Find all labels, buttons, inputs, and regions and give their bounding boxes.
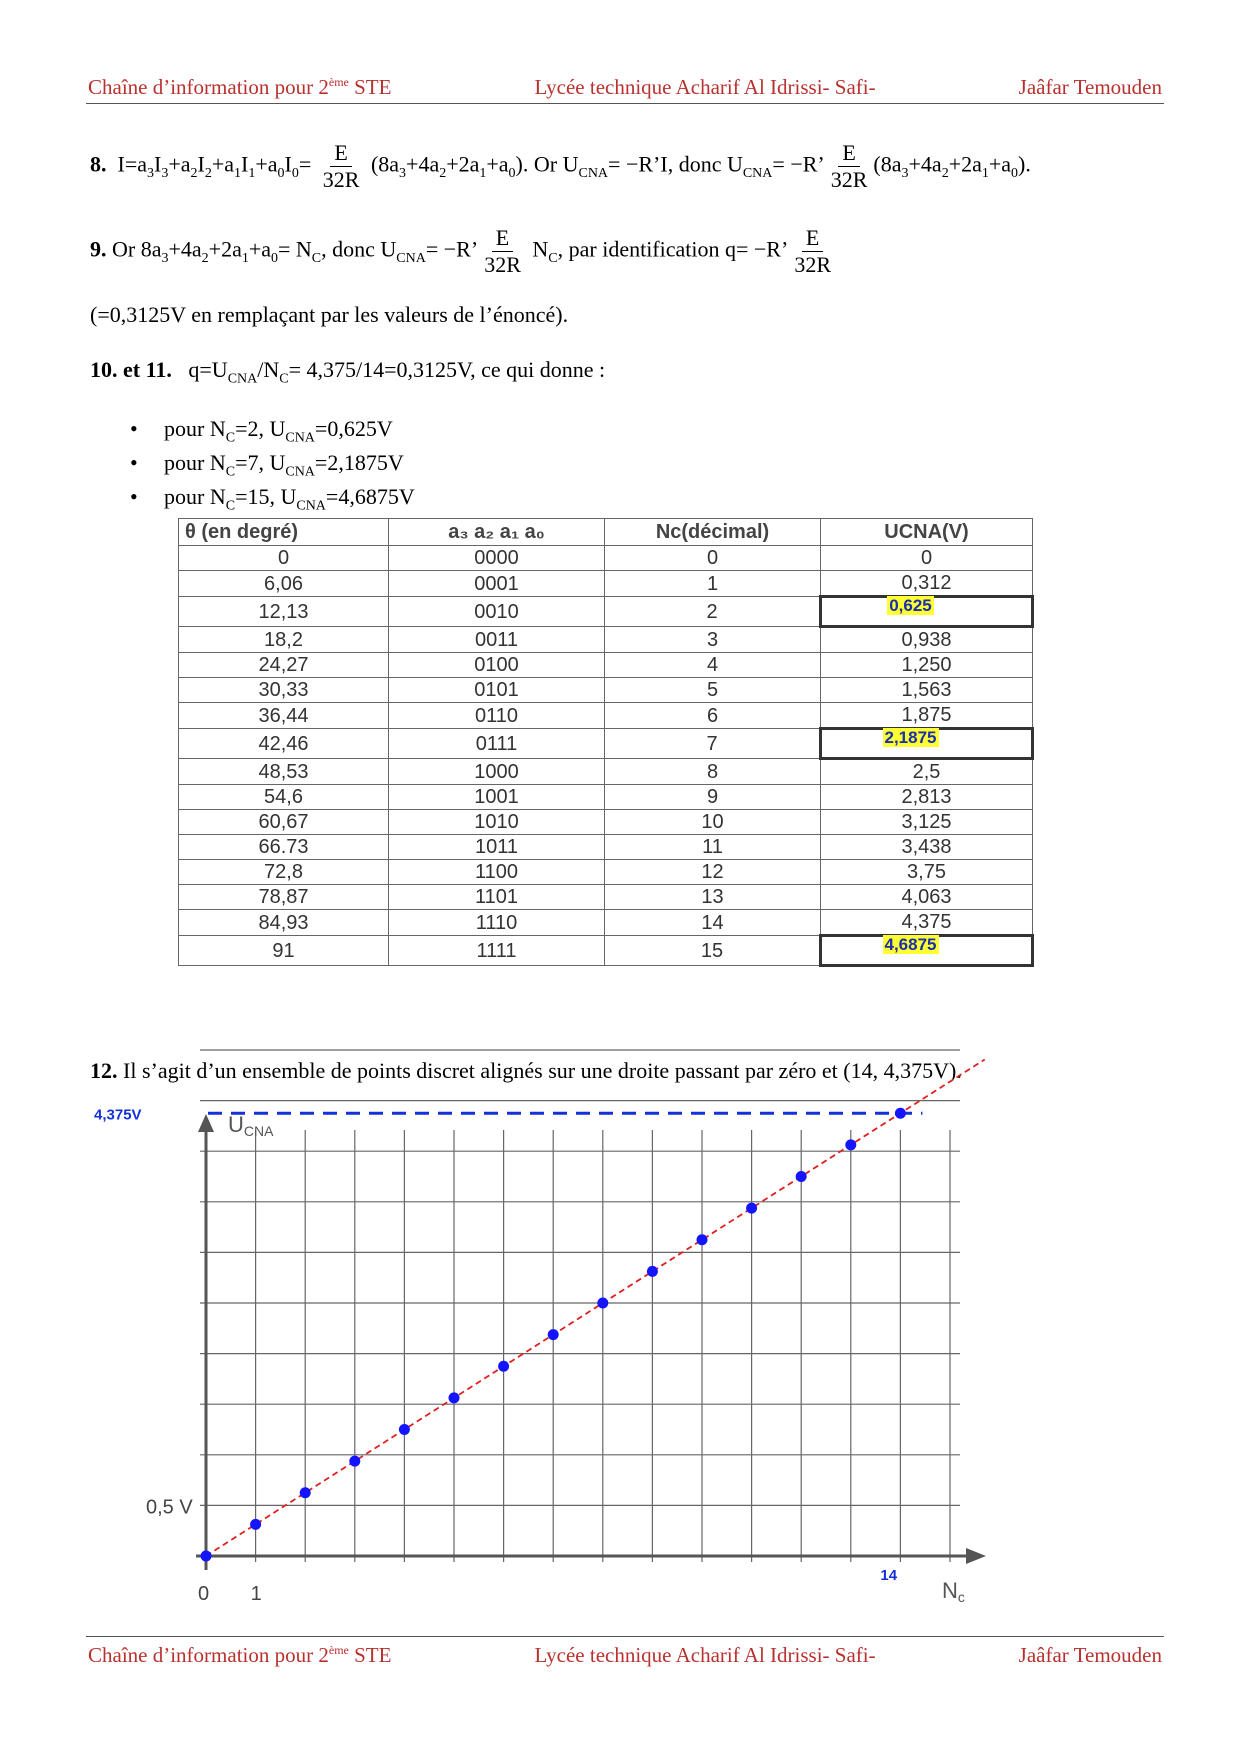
table-cell: 0111	[389, 729, 605, 759]
fraction-q9-a: $\frac{E}{32R}$	[484, 225, 521, 277]
table-cell: 36,44	[179, 703, 389, 729]
table-row	[179, 627, 1033, 653]
table-cell: 1,563	[821, 678, 1033, 703]
data-point	[399, 1424, 410, 1435]
table-row	[179, 597, 1033, 627]
table-cell: 14	[605, 910, 821, 936]
question-9: 9. Or $8a_3+4a_2+2a_1+a_0= N_C$, donc $U_{CNA}= -R$’ $\frac{E}{32R}$ $N_C$, par identification q= −R’ $\frac{E}{32R}$	[90, 225, 837, 278]
table-cell	[821, 597, 1033, 627]
y-axis-arrow	[198, 1114, 214, 1132]
table-row	[179, 885, 1033, 910]
table-cell: 0001	[389, 571, 605, 597]
table-cell: 7	[605, 729, 821, 759]
col-header-nc: Nc(décimal)	[605, 519, 821, 546]
footer-left: Chaîne d’information pour 2ème STE	[88, 1643, 392, 1667]
fraction-e-32r-2: $\frac{E}{32R}$	[830, 140, 868, 192]
table-cell: 2	[605, 597, 821, 627]
table-cell: 78,87	[179, 885, 389, 910]
table-row	[179, 936, 1033, 966]
data-point	[647, 1266, 658, 1277]
fit-line	[206, 1059, 985, 1556]
data-point	[597, 1298, 608, 1309]
table-cell: 91	[179, 936, 389, 966]
hline-label: 4,375V	[94, 1106, 142, 1124]
x-annotation-14: 14	[880, 1567, 898, 1584]
y-tick-label-0-5v: 0,5 V	[146, 1496, 193, 1519]
header-left: Chaîne d’information pour 2ème STE	[88, 75, 392, 99]
data-point	[796, 1171, 807, 1182]
table-cell: 0101	[389, 678, 605, 703]
highlighted-value: 2,1875	[884, 728, 937, 747]
col-header-ucna: UCNA(V)	[821, 519, 1033, 546]
data-point	[746, 1203, 757, 1214]
table-cell: 5	[605, 678, 821, 703]
fraction-e-32r: $\frac{E}{32R}$	[322, 140, 360, 192]
table-cell: 1110	[389, 910, 605, 936]
data-point	[449, 1392, 460, 1403]
q9-note: (=0,3125V en remplaçant par les valeurs de l’énoncé).	[90, 302, 569, 327]
x-axis-arrow	[966, 1548, 986, 1564]
table-cell: 3,438	[821, 835, 1033, 860]
x-tick-label-1: 1	[250, 1583, 262, 1605]
data-point	[349, 1456, 360, 1467]
table-cell: 4,375	[821, 910, 1033, 936]
table-cell: 0	[821, 546, 1033, 571]
table-cell: 0000	[389, 546, 605, 571]
fraction-q9-b: $\frac{E}{32R}$	[794, 225, 831, 277]
table-cell: 1000	[389, 759, 605, 785]
table-cell: 11	[605, 835, 821, 860]
conversion-table	[178, 518, 1034, 967]
footer-rule	[86, 1636, 1164, 1637]
data-point	[697, 1234, 708, 1245]
table-cell: 0010	[389, 597, 605, 627]
highlighted-value: 4,6875	[884, 935, 937, 954]
table-cell: 3	[605, 627, 821, 653]
table-cell: 1010	[389, 810, 605, 835]
question-12: 12. Il s’agit d’un ensemble de points discret alignés sur une droite passant par zéro et (14, 4,375V).	[90, 1058, 962, 1083]
table-row	[179, 785, 1033, 810]
table-cell	[821, 729, 1033, 759]
table-cell: 72,8	[179, 860, 389, 885]
ucna-nc-chart	[94, 1106, 1110, 1605]
table-cell: 60,67	[179, 810, 389, 835]
table-cell: 0110	[389, 703, 605, 729]
table-row	[179, 860, 1033, 885]
table-cell: 30,33	[179, 678, 389, 703]
table-row	[179, 678, 1033, 703]
y-axis-label: UCNA	[228, 1112, 274, 1139]
grid	[200, 1050, 960, 1562]
table-cell: 0	[179, 546, 389, 571]
data-point	[498, 1361, 509, 1372]
table-cell: 1	[605, 571, 821, 597]
table-cell: 0100	[389, 653, 605, 678]
col-header-theta: θ (en degré)	[179, 519, 389, 546]
table-cell: 0,312	[821, 571, 1033, 597]
question-8: 8. $I=a_3I_3+a_2I_2+a_1I_1+a_0I_0=$ $\frac{E}{32R}$ $(8a_3+4a_2+2a_1+a_0)$. Or $U_{CNA}=$ −R’I, donc $U_{CNA}= -R$’ $\frac{E}{32R}$ $(8a_3+4a_2+2a_1+a_0)$.	[90, 140, 1031, 192]
table-cell: 4,063	[821, 885, 1033, 910]
table-row	[179, 703, 1033, 729]
table-cell: 0	[605, 546, 821, 571]
table-cell: 1100	[389, 860, 605, 885]
data-point	[845, 1139, 856, 1150]
y-axis-label-sub: CNA	[243, 1123, 274, 1139]
col-header-bits: a₃ a₂ a₁ a₀	[389, 519, 605, 546]
table-cell: 1,875	[821, 703, 1033, 729]
header-right: Jaâfar Temouden	[1018, 75, 1162, 99]
table-cell: 1101	[389, 885, 605, 910]
table-cell: 54,6	[179, 785, 389, 810]
header-rule	[86, 103, 1164, 104]
table-cell: 18,2	[179, 627, 389, 653]
data-point	[201, 1551, 212, 1562]
table-cell: 1011	[389, 835, 605, 860]
table-cell: 0,938	[821, 627, 1033, 653]
table-cell: 8	[605, 759, 821, 785]
table-cell: 84,93	[179, 910, 389, 936]
results-list	[120, 412, 415, 514]
table-cell: 48,53	[179, 759, 389, 785]
table-row	[179, 910, 1033, 936]
table-cell: 6,06	[179, 571, 389, 597]
page-footer	[88, 1643, 1162, 1668]
table-row	[179, 759, 1033, 785]
data-point	[895, 1108, 906, 1119]
table-cell: 10	[605, 810, 821, 835]
table-cell: 1001	[389, 785, 605, 810]
table-cell: 12	[605, 860, 821, 885]
data-point	[300, 1487, 311, 1498]
table-cell: 3,125	[821, 810, 1033, 835]
list-item: • pour $N_C=15$, $U_{CNA}=4,6875V$	[120, 480, 415, 514]
table-cell: 1,250	[821, 653, 1033, 678]
footer-center: Lycée technique Acharif Al Idrissi- Safi-	[534, 1643, 876, 1667]
table-cell: 3,75	[821, 860, 1033, 885]
table-header-row	[179, 519, 1033, 546]
table-row	[179, 546, 1033, 571]
table-row	[179, 571, 1033, 597]
footer-right: Jaâfar Temouden	[1018, 1643, 1162, 1667]
table-cell: 13	[605, 885, 821, 910]
highlighted-value: 0,625	[889, 596, 932, 615]
table-cell: 66.73	[179, 835, 389, 860]
table-cell: 12,13	[179, 597, 389, 627]
table-cell: 9	[605, 785, 821, 810]
table-cell: 42,46	[179, 729, 389, 759]
table-cell: 0011	[389, 627, 605, 653]
table-cell: 4	[605, 653, 821, 678]
x-axis-label-sub: c	[957, 1589, 965, 1605]
list-item: • pour $N_C=2$, $U_{CNA}=0,625V$	[120, 412, 415, 446]
table-cell: 24,27	[179, 653, 389, 678]
list-item: • pour $N_C=7$, $U_{CNA}=2,1875V$	[120, 446, 415, 480]
question-10-11: 10. et 11. $q=U_{CNA}/N_C= 4,375/14=0,3125V$, ce qui donne :	[90, 357, 606, 387]
table-row	[179, 729, 1033, 759]
header-center: Lycée technique Acharif Al Idrissi- Safi-	[534, 75, 876, 99]
table-cell: 6	[605, 703, 821, 729]
table-cell: 15	[605, 936, 821, 966]
table-cell: 2,813	[821, 785, 1033, 810]
table-cell: 1111	[389, 936, 605, 966]
table-row	[179, 835, 1033, 860]
x-tick-label-0: 0	[198, 1583, 210, 1605]
data-point	[250, 1519, 261, 1530]
table-cell: 2,5	[821, 759, 1033, 785]
page-header	[88, 70, 1162, 100]
x-axis-label: Nc	[942, 1578, 965, 1605]
table-cell	[821, 936, 1033, 966]
table-row	[179, 810, 1033, 835]
table-row	[179, 653, 1033, 678]
data-point	[548, 1329, 559, 1340]
